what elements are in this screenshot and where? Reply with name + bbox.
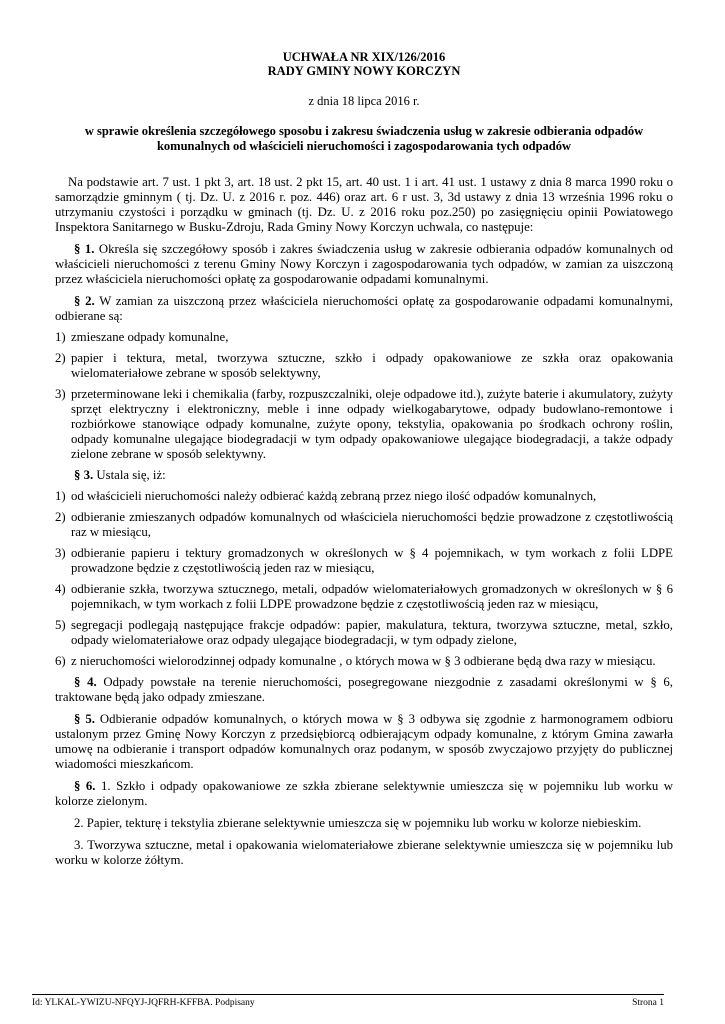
section-3-text: Ustala się, iż:	[93, 468, 166, 482]
section-6-paragraph-3: 3. Tworzywa sztuczne, metal i opakowania wielomateriałowe zbierane selektywnie umieszcza się w pojemniku lub worku w kolorze żółtym.	[55, 838, 673, 867]
resolution-date: z dnia 18 lipca 2016 r.	[308, 94, 420, 108]
list-item-text: segregacji podlegają następujące frakcje odpadów: papier, makulatura, tektura, tworzywa sztuczne, metal, szkło, odpady wielomateriałowe oraz odpady ulegające biodegradacji, w tym odpady zielone,	[71, 618, 673, 647]
section-3	[55, 468, 673, 483]
list-item-number: 2)	[55, 351, 66, 365]
section-3-label: § 3.	[74, 468, 94, 482]
section-2-label: § 2.	[74, 294, 95, 308]
list-item-number: 3)	[55, 387, 66, 401]
list-item-text: odbieranie papieru i tektury gromadzonych w określonych w § 4 pojemnikach, w tym workach z folii LDPE prowadzone będzie z częstotliwością jeden raz w miesiącu,	[71, 546, 673, 575]
preamble: Na podstawie art. 7 ust. 1 pkt 3, art. 18 ust. 2 pkt 15, art. 40 ust. 1 i art. 41 ust. 1 ustawy z dnia 8 marca 1990 roku o samorządzie gminnym ( tj. Dz. U. z 2016 r. poz. 446) oraz art. 6 r ust. 3, 3d ustawy z dnia 13 września 1996 roku o utrzymaniu czystości i porządku w gminach (tj. Dz. U. z 2016 roku poz.250) po zasięgnięciu opinii Powiatowego Inspektora Sanitarnego w Busku-Zdroju, Rada Gminy Nowy Korczyn uchwala, co następuje:	[55, 175, 673, 234]
list-item-number: 4)	[55, 582, 66, 596]
section-1-text: Określa się szczegółowy sposób i zakres świadczenia usług w zakresie odbierania odpadów komunalnych od właścicieli nieruchomości z terenu Gminy Nowy Korczyn i zagospodarowania tych odpadów, w zamian za uiszczoną przez właściciela nieruchomości opłatę za gospodarowanie odpadami komunalnymi.	[55, 242, 673, 286]
list-item-text: zmieszane odpady komunalne,	[71, 330, 229, 344]
section-6-paragraph-2: 2. Papier, tekturę i tekstylia zbierane selektywnie umieszcza się w pojemniku lub worku w kolorze niebieskim.	[74, 816, 642, 830]
list-item	[55, 618, 673, 648]
page-number: Strona 1	[632, 998, 664, 1008]
list-item-text: od właścicieli nieruchomości należy odbierać każdą zebraną przez niego ilość odpadów komunalnych,	[71, 489, 597, 503]
section-2-list	[55, 330, 673, 462]
list-item-text: odbieranie zmieszanych odpadów komunalnych od właściciela nieruchomości będzie prowadzone z częstotliwością raz w miesiącu,	[71, 510, 673, 539]
list-item-number: 2)	[55, 510, 66, 524]
list-item	[55, 489, 673, 504]
section-5-text: Odbieranie odpadów komunalnych, o których mowa w § 3 odbywa się zgodnie z harmonogramem odbioru ustalonym przez Gminę Nowy Korczyn z przedsiębiorcą odbierającym odpady komunalne, z którym Gmina zawarła umowę na odbieranie i transport odpadów komunalnych oraz podanym, w sposób zwyczajowo przyjęty do publicznej wiadomości mieszkańcom.	[55, 712, 673, 771]
list-item-text: z nieruchomości wielorodzinnej odpady komunalne , o których mowa w § 3 odbierane będą dwa razy w miesiącu.	[71, 654, 656, 668]
document-id: Id: YLKAL-YWIZU-NFQYJ-JQFRH-KFFBA. Podpisany	[32, 998, 255, 1008]
list-item-number: 1)	[55, 330, 66, 344]
resolution-subject: w sprawie określenia szczegółowego sposobu i zakresu świadczenia usług w zakresie odbierania odpadów komunalnych od właścicieli nieruchomości i zagospodarowania tych odpadów	[84, 124, 644, 153]
list-item-number: 3)	[55, 546, 66, 560]
section-2-text: W zamian za uiszczoną przez właściciela nieruchomości opłatę za gospodarowanie odpadami komunalnymi, odbierane są:	[55, 294, 673, 323]
resolution-number: UCHWAŁA NR XIX/126/2016	[282, 50, 446, 64]
list-item	[55, 546, 673, 576]
section-5-label: § 5.	[74, 712, 95, 726]
list-item	[55, 330, 673, 345]
section-6	[55, 779, 673, 809]
page-footer	[32, 994, 664, 1009]
list-item-number: 1)	[55, 489, 66, 503]
section-1-label: § 1.	[74, 242, 95, 256]
list-item-number: 5)	[55, 618, 66, 632]
section-3-list	[55, 489, 673, 669]
section-6-text: 1. Szkło i odpady opakowaniowe ze szkła zbierane selektywnie umieszcza się w pojemniku lub worku w kolorze zielonym.	[55, 779, 673, 808]
document-page	[55, 50, 673, 868]
list-item-text: papier i tektura, metal, tworzywa sztuczne, szkło i odpady opakowaniowe ze szkła oraz opakowania wielomateriałowe zebrane w sposób selektywny,	[71, 351, 673, 380]
section-4	[55, 675, 673, 705]
list-item	[55, 351, 673, 381]
list-item	[55, 582, 673, 612]
list-item	[55, 387, 673, 462]
section-2	[55, 294, 673, 324]
list-item-number: 6)	[55, 654, 66, 668]
section-4-label: § 4.	[74, 675, 97, 689]
list-item-text: odbieranie szkła, tworzywa sztucznego, metali, odpadów wielomateriałowych gromadzonych w określonych w § 6 pojemnikach, w tym workach z folii LDPE prowadzone będzie z częstotliwością jeden raz w miesiącu,	[71, 582, 673, 611]
list-item	[55, 510, 673, 540]
section-5	[55, 712, 673, 772]
list-item-text: przeterminowane leki i chemikalia (farby, rozpuszczalniki, oleje odpadowe itd.), zużyte baterie i akumulatory, zużyty sprzęt elektryczny i elektroniczny, meble i inne odpady wielkogabarytowe, odpady budowlano-remontowe i rozbiórkowe stanowiące odpady komunalne, zużyte opony, tekstylia, opakowania po środkach ochrony roślin, odpady komunalne ulegające biodegradacji w tym odpady opakowaniowe ulegające biodegradacji, a także odpady zielone zebrane w sposób selektywny.	[71, 387, 673, 461]
section-4-text: Odpady powstałe na terenie nieruchomości, posegregowane niezgodnie z zasadami określonymi w § 6, traktowane będą jako odpady zmieszane.	[55, 675, 673, 704]
section-1	[55, 242, 673, 287]
section-6-label: § 6.	[74, 779, 96, 793]
council-name: RADY GMINY NOWY KORCZYN	[267, 64, 461, 78]
list-item	[55, 654, 673, 669]
